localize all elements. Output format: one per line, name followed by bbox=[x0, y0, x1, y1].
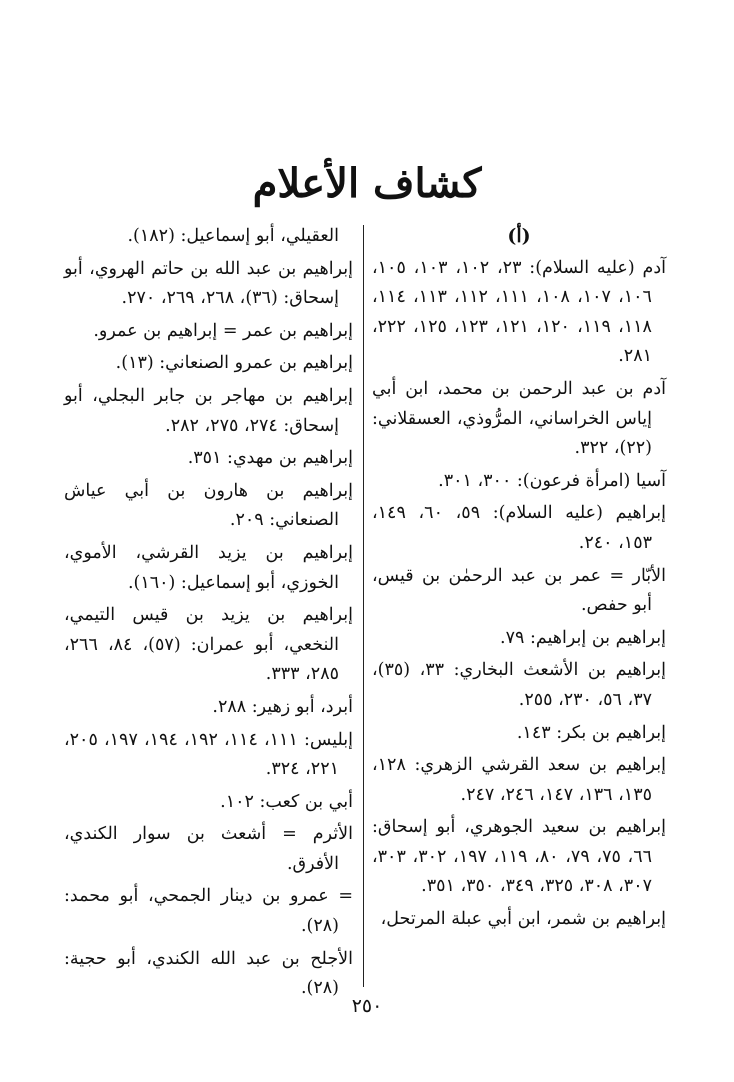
index-entry: الأبّار = عمر بن عبد الرحمٰن بن قيس، أبو حفص. bbox=[372, 565, 666, 616]
index-entry: إبراهيم بن سعيد الجوهري، أبو إسحاق: ٦٦، ٧٥، ٧٩، ٨٠، ١١٩، ١٩٧، ٣٠٢، ٣٠٣، ٣٠٧، ٣٠٨، ٣٢٥، ٣٤٩، ٣٥٠، ٣٥١. bbox=[372, 817, 666, 897]
section-heading-alif: (أ) bbox=[507, 225, 531, 247]
index-entry: آدم (عليه السلام): ٢٣، ١٠٢، ١٠٣، ١٠٥، ١٠٦، ١٠٧، ١٠٨، ١١١، ١١٢، ١١٣، ١١٤، ١١٨، ١١٩، ١٢٠، ١٢١، ١٢٣، ١٢٥، ٢٢٢، ٢٨١. bbox=[372, 257, 666, 367]
index-entry: إبراهيم بن عمر = إبراهيم بن عمرو. bbox=[93, 320, 353, 341]
index-entry: آدم بن عبد الرحمن بن محمد، ابن أبي إياس الخراساني، المرُّوذي، العسقلاني: (٢٢)، ٣٢٢. bbox=[372, 378, 666, 459]
index-entry: الأجلح بن عبد الله الكندي، أبو حجية: (٢٨). bbox=[64, 948, 353, 999]
index-column-left bbox=[64, 222, 353, 1007]
index-column-right bbox=[372, 222, 666, 938]
index-entry: آسيا (امرأة فرعون): ٣٠٠، ٣٠١. bbox=[438, 470, 666, 491]
index-entry: إبليس: ١١١، ١١٤، ١٩٢، ١٩٤، ١٩٧، ٢٠٥، ٢٢١، ٣٢٤. bbox=[64, 729, 354, 780]
index-entry: إبراهيم بن يزيد بن قيس التيمي، النخعي، أبو عمران: (٥٧)، ٨٤، ٢٦٦، ٢٨٥، ٣٣٣. bbox=[64, 605, 353, 685]
index-entry: الأثرم = أشعث بن سوار الكندي، الأفرق. bbox=[64, 824, 353, 874]
index-entry: إبراهيم بن بكر: ١٤٣. bbox=[516, 722, 666, 743]
index-entry: إبراهيم بن الأشعث البخاري: ٣٣، (٣٥)، ٣٧، ٥٦، ٢٣٠، ٢٥٥. bbox=[372, 660, 666, 710]
page-title: كشاف الأعلام bbox=[252, 160, 482, 207]
index-entry: إبراهيم بن شمر، ابن أبي عبلة المرتحل، bbox=[380, 909, 666, 930]
index-entry: أبي بن كعب: ١٠٢. bbox=[220, 791, 353, 812]
index-entry: أبرد، أبو زهير: ٢٨٨. bbox=[212, 696, 353, 717]
index-entry: إبراهيم بن عمرو الصنعاني: (١٣). bbox=[115, 353, 353, 374]
column-divider bbox=[363, 225, 364, 987]
index-entry-cross-reference: = عمرو بن دينار الجمحي، أبو محمد: (٢٨). bbox=[64, 886, 353, 937]
index-entry-continuation: العقيلي، أبو إسماعيل: (١٨٢). bbox=[127, 226, 339, 246]
index-entry: إبراهيم بن هارون بن أبي عياش الصنعاني: ٢٠٩. bbox=[64, 480, 353, 531]
index-entry: إبراهيم بن مهدي: ٣٥١. bbox=[187, 448, 353, 469]
page-number: ٢٥٠ bbox=[351, 995, 383, 1017]
index-entry: إبراهيم (عليه السلام): ٥٩، ٦٠، ١٤٩، ١٥٣، ٢٤٠. bbox=[372, 503, 666, 553]
index-entry: إبراهيم بن إبراهيم: ٧٩. bbox=[500, 627, 666, 648]
index-entry: إبراهيم بن مهاجر بن جابر البجلي، أبو إسحاق: ٢٧٤، ٢٧٥، ٢٨٢. bbox=[64, 385, 353, 436]
index-entry: إبراهيم بن سعد القرشي الزهري: ١٢٨، ١٣٥، ١٣٦، ١٤٧، ٢٤٦، ٢٤٧. bbox=[372, 755, 666, 805]
index-entry: إبراهيم بن عبد الله بن حاتم الهروي، أبو إسحاق: (٣٦)، ٢٦٨، ٢٦٩، ٢٧٠. bbox=[64, 258, 353, 309]
index-entry: إبراهيم بن يزيد القرشي، الأموي، الخوزي، أبو إسماعيل: (١٦٠). bbox=[64, 542, 353, 593]
